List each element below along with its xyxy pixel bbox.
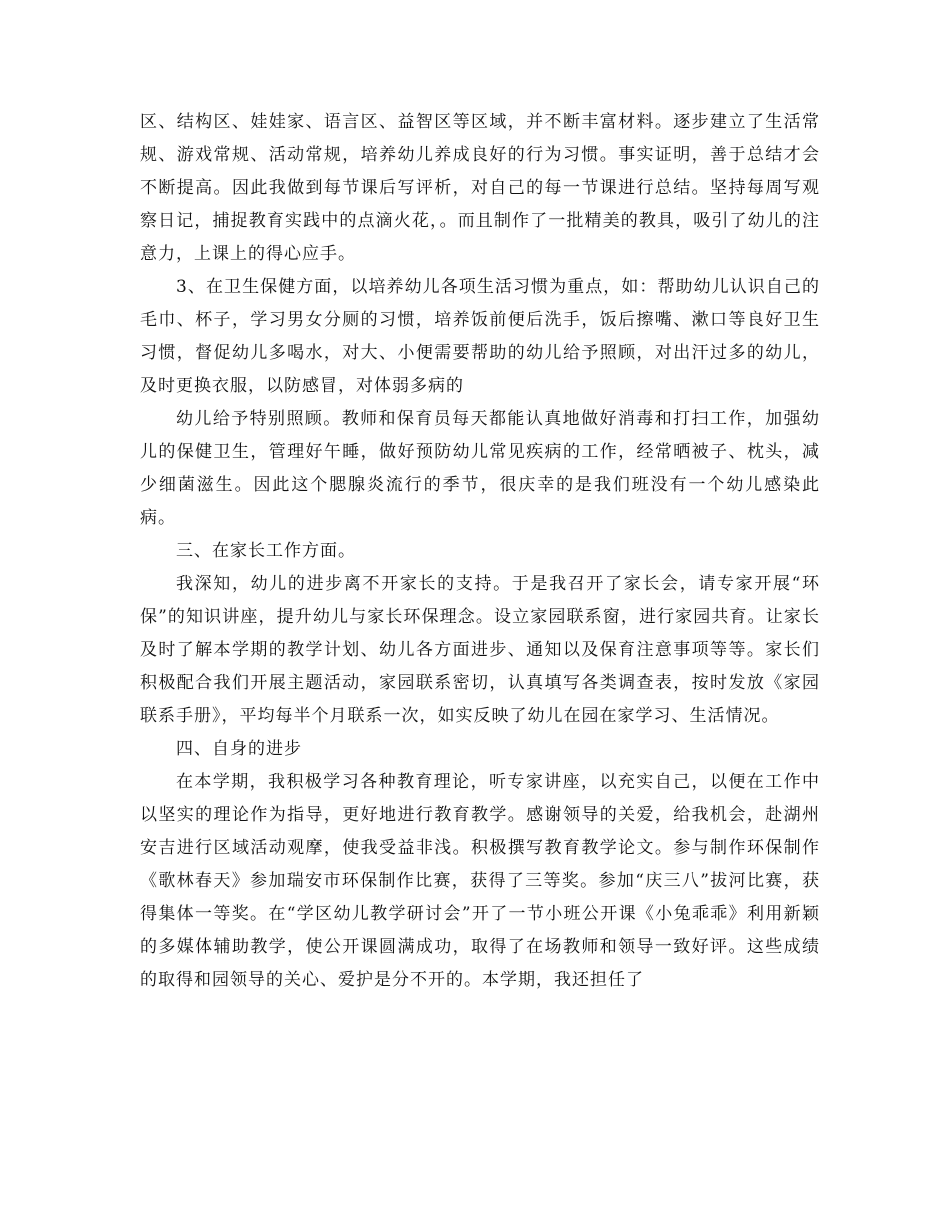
paragraph-2: 3、在卫生保健方面，以培养幼儿各项生活习惯为重点，如：帮助幼儿认识自己的毛巾、杯子，学习男女分厕的习惯，培养饭前便后洗手，饭后擦嘴、漱口等良好卫生习惯，督促幼儿多喝水，对大、小便需要帮助的幼儿给予照顾，对出汗过多的幼儿，及时更换衣服，以防感冒，对体弱多病的 (140, 277, 820, 396)
paragraph-1: 区、结构区、娃娃家、语言区、益智区等区域，并不断丰富材料。逐步建立了生活常规、游戏常规、活动常规，培养幼儿养成良好的行为习惯。事实证明，善于总结才会不断提高。因此我做到每节课后写评析，对自己的每一节课进行总结。坚持每周写观察日记，捕捉教育实践中的点滴火花，。而且制作了一批精美的教具，吸引了幼儿的注意力，上课上的得心应手。 (140, 112, 820, 264)
section-heading-parents: 三、在家长工作方面。 (176, 541, 356, 561)
paragraph-7: 在本学期，我积极学习各种教育理论，听专家讲座，以充实自己，以便在工作中以坚实的理论作为指导，更好地进行教育教学。感谢领导的关爱，给我机会，赴湖州安吉进行区域活动观摩，使我受益非浅。积极撰写教育教学论文。参与制作环保制作《歌林春天》参加瑞安市环保制作比赛，获得了三等奖。参加“庆三八”拔河比赛，获得集体一等奖。在“学区幼儿教学研讨会”开了一节小班公开课《小兔乖乖》利用新颖的多媒体辅助教学，使公开课圆满成功，取得了在场教师和领导一致好评。这些成绩的取得和园领导的关心、爱护是分不开的。本学期，我还担任了 (140, 772, 820, 990)
document-page (140, 106, 820, 997)
paragraph-3: 幼儿给予特别照顾。教师和保育员每天都能认真地做好消毒和打扫工作，加强幼儿的保健卫生，管理好午睡，做好预防幼儿常见疾病的工作，经常晒被子、枕头，减少细菌滋生。因此这个腮腺炎流行的季节，很庆幸的是我们班没有一个幼儿感染此病。 (140, 409, 820, 528)
paragraph-5: 我深知，幼儿的进步离不开家长的支持。于是我召开了家长会，请专家开展“环保”的知识讲座，提升幼儿与家长环保理念。设立家园联系窗，进行家园共育。让家长及时了解本学期的教学计划、幼儿各方面进步、通知以及保育注意事项等等。家长们积极配合我们开展主题活动，家园联系密切，认真填写各类调查表，按时发放《家园联系手册》，平均每半个月联系一次，如实反映了幼儿在园在家学习、生活情况。 (140, 574, 820, 726)
section-heading-progress: 四、自身的进步 (176, 739, 302, 759)
